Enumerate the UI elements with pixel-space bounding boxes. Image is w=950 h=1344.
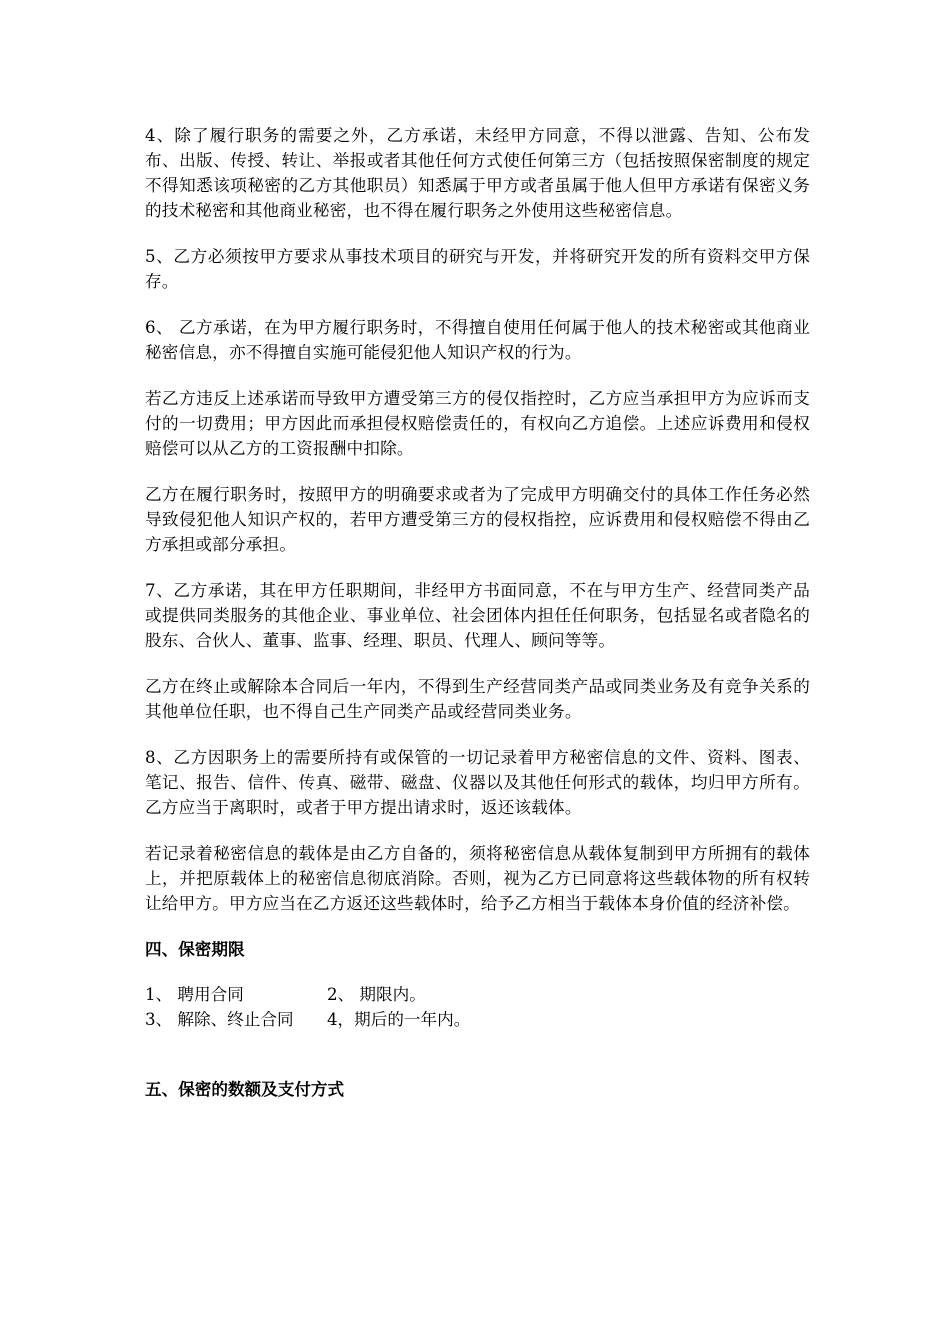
spacer bbox=[145, 653, 810, 674]
spacer bbox=[145, 1032, 810, 1077]
term-item: 2、 期限内。 bbox=[327, 985, 426, 1004]
spacer bbox=[145, 916, 810, 937]
clause-6-paragraph: 6、 乙方承诺，在为甲方履行职务时，不得擅自使用任何属于他人的技术秘密或其他商业秘密信息，亦不得擅自实施可能侵犯他人知识产权的行为。 bbox=[145, 318, 810, 362]
section-5-heading: 五、保密的数额及支付方式 bbox=[145, 1079, 345, 1099]
spacer bbox=[145, 365, 810, 386]
section-4-heading: 四、保密期限 bbox=[145, 939, 245, 959]
clause-4-paragraph: 4、除了履行职务的需要之外，乙方承诺，未经甲方同意，不得以泄露、告知、公布发布、出版、传授、转让、举报或者其他任何方式使任何第三方（包括按照保密制度的规定不得知悉该项秘密的乙方其他职员）知悉属于甲方或者虽属于他人但甲方承诺有保密义务的技术秘密和其他商业秘密，也不得在履行职务之外使用这些秘密信息。 bbox=[145, 126, 810, 220]
spacer bbox=[145, 223, 810, 244]
clause-5-paragraph: 5、乙方必须按甲方要求从事技术项目的研究与开发，并将研究开发的所有资料交甲方保存。 bbox=[145, 247, 810, 291]
document-page bbox=[145, 123, 810, 1102]
term-row bbox=[145, 1007, 810, 1032]
spacer bbox=[145, 724, 810, 745]
term-row bbox=[145, 982, 810, 1007]
term-item: 3、 解除、终止合同 bbox=[145, 1010, 294, 1029]
spacer bbox=[145, 294, 810, 315]
clause-8-paragraph: 8、乙方因职务上的需要所持有或保管的一切记录着甲方秘密信息的文件、资料、图表、笔记、报告、信件、传真、磁带、磁盘、仪器以及其他任何形式的载体，均归甲方所有。乙方应当于离职时，或者于甲方提出请求时，返还该载体。 bbox=[145, 748, 810, 817]
spacer bbox=[145, 962, 810, 982]
term-item: 4，期后的一年内。 bbox=[327, 1010, 471, 1029]
clause-6-exemption-paragraph: 乙方在履行职务时，按照甲方的明确要求或者为了完成甲方明确交付的具体工作任务必然导致侵犯他人知识产权的，若甲方遭受第三方的侵权指控，应诉费用和侵权赔偿不得由乙方承担或部分承担。 bbox=[145, 485, 810, 554]
clause-6-infringement-paragraph: 若乙方违反上述承诺而导致甲方遭受第三方的侵仅指控时，乙方应当承担甲方为应诉而支付的一切费用；甲方因此而承担侵权赔偿责任的，有权向乙方追偿。上述应诉费用和侵权赔偿可以从乙方的工资报酬中扣除。 bbox=[145, 389, 810, 458]
spacer bbox=[145, 557, 810, 578]
clause-7-noncompete-paragraph: 乙方在终止或解除本合同后一年内，不得到生产经营同类产品或同类业务及有竞争关系的其他单位任职，也不得自己生产同类产品或经营同类业务。 bbox=[145, 677, 810, 721]
term-item: 1、 聘用合同 bbox=[145, 985, 244, 1004]
spacer bbox=[145, 461, 810, 482]
clause-8-carrier-paragraph: 若记录着秘密信息的载体是由乙方自备的，须将秘密信息从载体复制到甲方所拥有的载体上，并把原载体上的秘密信息彻底消除。否则，视为乙方已同意将这些载体物的所有权转让给甲方。甲方应当在乙方返还这些载体时，给予乙方相当于载体本身价值的经济补偿。 bbox=[145, 844, 810, 913]
clause-7-paragraph: 7、乙方承诺，其在甲方任职期间，非经甲方书面同意，不在与甲方生产、经营同类产品或提供同类服务的其他企业、事业单位、社会团体内担任任何职务，包括显名或者隐名的股东、合伙人、董事、监事、经理、职员、代理人、顾问等等。 bbox=[145, 581, 810, 650]
spacer bbox=[145, 820, 810, 841]
